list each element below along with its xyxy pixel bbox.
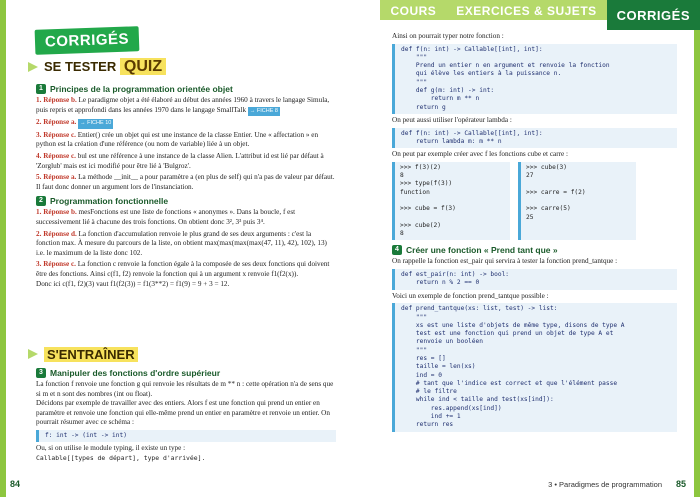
tab-exercices[interactable]: EXERCICES & SUJETS [446,0,606,20]
quiz-word: QUIZ [120,58,166,75]
section-1-heading: 1 Principes de la programmation orientée objet [36,84,336,94]
section-3-heading: 3 Manipuler des fonctions d'ordre supérieur [36,368,336,378]
section-2-heading: 2 Programmation fonctionnelle [36,196,336,206]
corriges-banner: CORRIGÉS [35,26,140,55]
code-block-1: def f(n: int) -> Callable[[int], int]: """ Prend un entier n en argument et renvoie la fonction qui élève les entiers à la puissance n. """ def g(m: int) -> int: return m ** n return g [392,44,677,114]
top-nav-tabs [380,0,700,30]
quiz-section [36,80,336,289]
answer-1: 1. Réponse b. Le paradigme objet a été élaboré au début des années 1960 à travers le langage Simula, puis repris et approfondi dans les années 1970 dans le langage SmallTalk → FICHE 8 [36,96,336,116]
prog-answer-3-line: Donc ici c(f1, f2)(3) vaut f1(f2(3)) = f1(3**2) = f1(9) = 9 + 3 = 12. [36,279,230,288]
right-text-3: On peut par exemple créer avec f les fonctions cube et carre : [392,150,569,159]
answer-2: 2. Réponse a. → FICHE 10 [36,118,336,129]
code-block-3: def est_pair(n: int) -> bool: return n % 2 == 0 [392,269,677,290]
page-number-left: 84 [10,479,21,489]
fiche-10-link[interactable]: → FICHE 10 [78,119,113,129]
code-block-4: def prend_tantque(xs: list, test) -> list: """ xs est une liste d'objets de même type, disons de type A test est une fonction qui prend un objet de type A et renvoie un booléen """ res = [] taille = len(xs) ind = 0 # tant que l'indice est correct et que l'élément passe # le filtre while ind < taille and test(xs[ind]): res.append(xs[ind]) ind += 1 return res [392,303,677,431]
train-text-2: Décidons par exemple de travailler avec des entiers. Alors f est une fonction qui prend un entier en paramètre et renvoie une fonction qui elle-même prend un entier en paramètre et renvoie un entier. On pourrait résumer avec ce schéma : [36,399,330,427]
right-edge-strip [694,0,700,497]
right-content [392,32,677,434]
tab-corriges[interactable]: CORRIGÉS [607,0,700,30]
arrow-icon [28,62,38,72]
prog-answer-1: 1. Réponse b. mesFonctions est une liste de fonctions « anonymes ». Dans la boucle, f est successivement lié à chacune des trois fonctions. On obtient donc 3², 3³ puis 3⁴. [36,208,296,226]
train-text-3: Ou, si on utilise le module typing, il existe un type : [36,444,186,453]
schema-code: f: int -> (int -> int) [36,430,336,442]
right-text-4: On rappelle la fonction est_pair qui servira à tester la fonction prend_tantque : [392,257,618,266]
section-4-heading: 4 Créer une fonction « Prend tant que » [392,245,677,255]
code-block-2: def f(n: int) -> Callable[[int], int]: return lambda m: m ** n [392,128,677,149]
answer-4: 4. Réponse c. bul est une référence à une instance de la classe Alien. L'attribut id est lié par défaut à 'Zorglub' mais est ici modifié pour être lié à 'Bulgroz'. [36,151,324,170]
footer-chapter: 3 • Paradigmes de programmation [548,480,662,489]
left-edge-strip [0,0,6,497]
quiz-prefix: SE TESTER [44,59,117,74]
right-text-1: Ainsi on pourrait typer notre fonction : [392,32,504,40]
prog-answer-2: 2. Réponse d. La fonction d'accumulation renvoie le plus grand de ses deux arguments : c'est la fonction max. À mesure du parcours de la liste, on obtient max(max(max(max(47, 11), 42), 102), 13) i.e. le maximum de la liste donc 102. [36,229,327,257]
train-section [36,364,336,463]
output-columns [392,162,677,241]
train-text-4: Callable[[types de départ], type d'arrivée]. [36,453,206,462]
train-text-1: La fonction f renvoie une fonction g qui renvoie les résultats de m ** n : cette opération n'a de sens que si m et n sont des nombres (int ou float). [36,380,334,398]
right-text-2: On peut aussi utiliser l'opérateur lambda : [392,115,512,124]
tab-cours[interactable]: COURS [380,0,446,20]
answer-3: 3. Réponse c. Entier() crée un objet qui est une instance de la classe Entier. Une « affectation » en python est la création d'une référence (ou nom de variable) liée à un objet. [36,130,319,149]
fiche-8-link[interactable]: → FICHE 8 [248,107,280,117]
prog-answer-3: 3. Réponse c. La fonction c renvoie la fonction égale à la composée de ses deux fonctions qui doivent être des fonctions. Ainsi c(f1, f2) renvoie la fonction qui à un argument x renvoie f1(f2(x)). [36,260,330,278]
quiz-heading [28,58,166,76]
right-text-5: Voici un exemple de fonction prend_tantque possible : [392,291,549,300]
output-right: >>> cube(3) 27 >>> carre = f(2) >>> carre(5) 25 [518,162,636,241]
page-number-right: 85 [675,479,686,489]
right-page [350,0,700,497]
output-left: >>> f(3)(2) 8 >>> type(f(3)) function >>> cube = f(3) >>> cube(2) 8 [392,162,510,241]
train-heading: S'ENTRAÎNER [28,345,138,363]
arrow-icon [28,349,38,359]
answer-5: 5. Réponse a. La méthode __init__ a pour paramètre a (en plus de self) qui n'a pas de valeur par défaut. Il faut donc donner un argument lors de l'instanciation. [36,173,335,191]
